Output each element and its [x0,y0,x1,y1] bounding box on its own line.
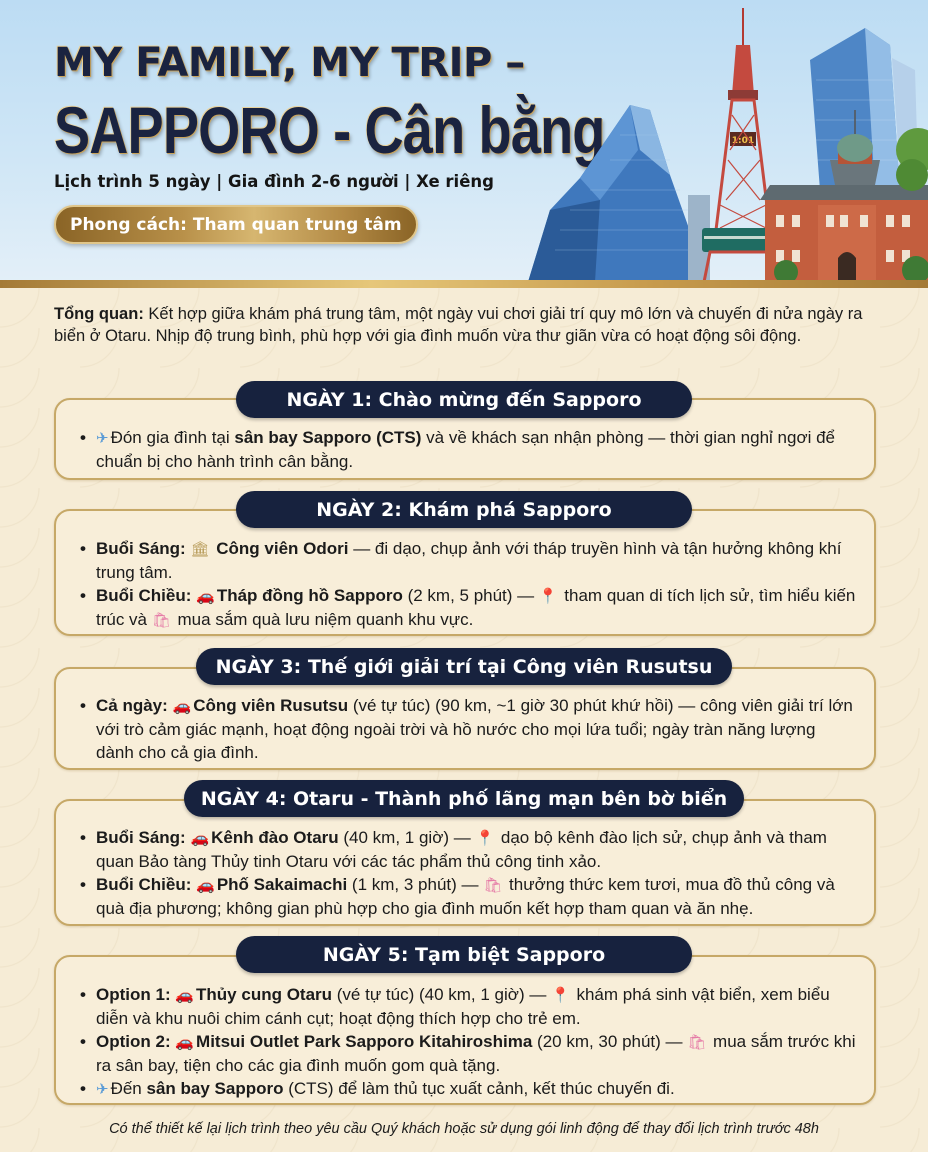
option-label: Option 1: [96,985,171,1004]
day-header-4 [184,780,744,817]
day-card-4 [54,799,876,926]
item-text: thưởng thức kem tươi, mua đồ thủ công và quà địa phương; không gian phù hợp cho gia đình muốn kết hợp tham quan và ăn nhẹ. [96,875,835,918]
footer-note: Có thể thiết kế lại lịch trình theo yêu cầu Quý khách hoặc sử dụng gói linh động để thay đổi lịch trình trước 48h [109,1121,819,1137]
item-text: tham quan di tích lịch sử, tìm hiểu kiến trúc và [96,586,856,629]
item-text: (1 km, 3 phút) — [347,875,484,894]
day-card-5 [54,955,876,1105]
item-text: và về khách sạn nhận phòng — thời gian nghỉ ngơi để chuẩn bị cho hành trình cân bằng. [96,428,835,471]
time-label: Buổi Chiều: [96,586,192,605]
day-title: NGÀY 1: Chào mừng đến Sapporo [286,388,642,411]
item-text: (CTS) để làm thủ tục xuất cảnh, kết thúc chuyến đi. [283,1079,675,1098]
place-name: sân bay Sapporo [146,1079,284,1098]
day-card-2 [54,509,876,636]
place-name: Tháp đồng hồ Sapporo [216,586,403,605]
svg-text:1:01: 1:01 [731,136,755,146]
car-icon: 🚗 [175,1034,195,1051]
item-text: mua sắm quà lưu niệm quanh khu vực. [172,610,474,629]
item-text: (2 km, 5 phút) — [402,586,539,605]
shopping-bag-icon: 🛍 [151,612,171,629]
airplane-icon: ✈ [96,1081,109,1098]
title-line-1: MY FAMILY, MY TRIP – [54,40,525,86]
item-text: (40 km, 1 giờ) — [338,828,476,847]
item-text: — đi dạo, chụp ảnh với tháp truyền hình và tận hưởng không khí trung tâm. [96,539,842,582]
style-badge-label: Phong cách: Tham quan trung tâm [70,214,402,235]
trip-subtitle: Lịch trình 5 ngày | Gia đình 2-6 người | Xe riêng [54,172,494,191]
car-icon: 🚗 [175,987,195,1004]
day-header-3 [196,648,732,685]
item-text: khám phá sinh vật biển, xem biểu diễn và khu nuôi chim cánh cụt; hoạt động thích hợp cho trẻ em. [96,985,830,1028]
day-header-5 [236,936,692,973]
place-name: Công viên Odori [216,539,349,558]
title-line-2: SAPPORO - Cân bằng [54,93,605,167]
day4-item-afternoon [82,873,856,920]
place-name: Phố Sakaimachi [216,875,348,894]
day-header-1 [236,381,692,418]
time-label: Buổi Sáng: [96,539,186,558]
day2-item-afternoon [82,584,856,632]
item-text: (vé tự túc) (90 km, ~1 giờ 30 phút khứ hồi) — công viên giải trí lớn với trò cảm giác mạnh, hoạt động ngoài trời và hồ nước cho mọi lứa tuổi; ngày tràn năng lượng dành cho cả gia đình. [96,696,853,762]
day2-item-morning [82,537,856,584]
hero-banner [0,0,928,282]
day-header-2 [236,491,692,528]
hero-divider [0,280,928,288]
airplane-icon: ✈ [96,430,109,447]
item-text: (vé tự túc) (40 km, 1 giờ) — [332,985,552,1004]
day3-item [82,694,856,764]
car-icon: 🚗 [196,877,215,894]
place-name: Thủy cung Otaru [196,985,333,1004]
pin-icon: 📍 [551,987,570,1004]
car-icon: 🚗 [190,830,210,847]
day5-item-option1 [82,983,856,1030]
time-label: Buổi Chiều: [96,875,192,894]
item-text: Đón gia đình tại [110,428,235,447]
place-name: sân bay Sapporo (CTS) [234,428,422,447]
item-text: mua sắm trước khi ra sân bay, tiện cho các gia đình muốn gom quà tặng. [96,1032,856,1075]
day-title: NGÀY 3: Thế giới giải trí tại Công viên Rusutsu [215,655,713,678]
day5-item-option2 [82,1030,856,1077]
pin-icon: 📍 [475,830,495,847]
day-title: NGÀY 5: Tạm biệt Sapporo [322,943,606,966]
style-badge [54,205,418,244]
overview-text: Kết hợp giữa khám phá trung tâm, một ngày vui chơi giải trí quy mô lớn và chuyến đi nửa ngày ra biển ở Otaru. Nhịp độ trung bình, phù hợp với gia đình muốn vừa thư giãn vừa có hoạt động sôi động. [54,305,863,345]
landmark-icon: 🏛 [190,541,210,558]
day1-item [82,426,856,473]
time-label: Cả ngày: [96,696,168,715]
overview-label: Tổng quan: [54,305,144,323]
option-label: Option 2: [96,1032,171,1051]
place-name: Công viên Rusutsu [193,696,349,715]
shopping-bag-icon: 🛍 [687,1034,707,1051]
place-name: Kênh đào Otaru [211,828,339,847]
item-text: (20 km, 30 phút) — [532,1032,688,1051]
item-text: Đến [110,1079,147,1098]
sapporo-skyline-image [520,0,928,282]
shopping-bag-icon: 🛍 [483,877,503,894]
car-icon: 🚗 [196,588,215,605]
day5-item-departure [82,1077,856,1101]
day-title: NGÀY 4: Otaru - Thành phố lãng mạn bên bờ biển [200,787,728,810]
pin-icon: 📍 [538,588,558,605]
overview-paragraph [54,303,884,347]
time-label: Buổi Sáng: [96,828,186,847]
place-name: Mitsui Outlet Park Sapporo Kitahiroshima [196,1032,533,1051]
day-title: NGÀY 2: Khám phá Sapporo [316,498,612,521]
car-icon: 🚗 [172,698,192,715]
day4-item-morning [82,826,856,873]
item-text: dạo bộ kênh đào lịch sử, chụp ảnh và tham quan Bảo tàng Thủy tinh Otaru với các tác phẩm thủ công tinh xảo. [96,828,827,871]
